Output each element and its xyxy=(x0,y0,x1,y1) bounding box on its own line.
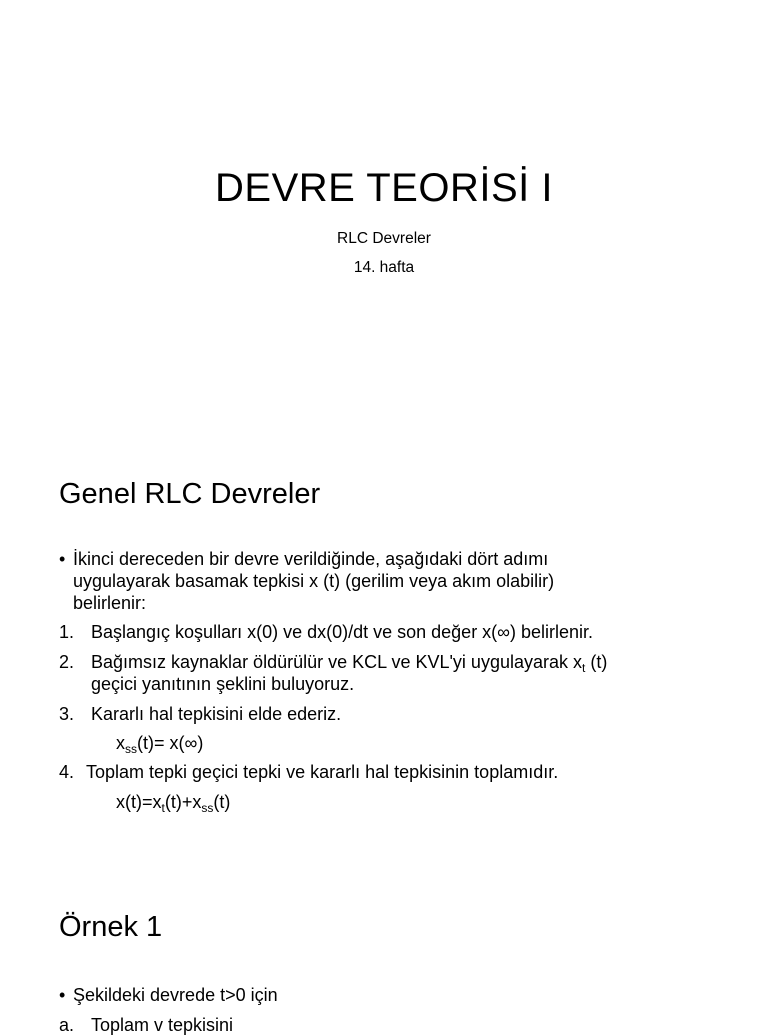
equation-total-response xyxy=(116,791,230,813)
step-2-subscript: t xyxy=(582,661,586,675)
step-2-text-pre: Bağımsız kaynaklar öldürülür ve KCL ve KVL'yi uygulayarak x xyxy=(91,652,582,672)
bullet-mark: • xyxy=(59,549,66,569)
subtitle-week: 14. hafta xyxy=(353,259,415,276)
item-number-2: 2. xyxy=(59,652,75,672)
eq2-part-b: (t)+x xyxy=(164,792,202,812)
subtitle-topic: RLC Devreler xyxy=(337,230,431,247)
eq2-subscript-2: ss xyxy=(201,801,214,815)
step-3-text: Kararlı hal tepkisini elde ederiz. xyxy=(91,704,342,724)
section-heading-ornek: Örnek 1 xyxy=(59,911,163,943)
item-number-3: 3. xyxy=(59,704,75,724)
step-1-text: Başlangıç koşulları x(0) ve dx(0)/dt ve son değer x(∞) belirlenir. xyxy=(91,622,594,642)
eq1-subscript: ss xyxy=(125,742,137,756)
ornek-item-a-text: Toplam v tepkisini xyxy=(91,1015,234,1035)
ornek-item-a-number: a. xyxy=(59,1015,75,1035)
intro-line-2: uygulayarak basamak tepkisi x (t) (gerilim veya akım olabilir) xyxy=(73,571,555,591)
eq2-part-c: (t) xyxy=(213,792,231,812)
ornek-bullet-text: Şekildeki devrede t>0 için xyxy=(73,985,278,1005)
section-heading-genel: Genel RLC Devreler xyxy=(59,478,321,510)
ornek-bullet-mark: • xyxy=(59,985,66,1005)
item-number-1: 1. xyxy=(59,622,75,642)
intro-line-3: belirlenir: xyxy=(73,593,147,613)
main-title: DEVRE TEORİSİ I xyxy=(215,166,553,210)
step-2-line-1 xyxy=(91,651,607,673)
step-2-line-2: geçici yanıtının şeklini buluyoruz. xyxy=(91,674,355,694)
eq1-pre: x xyxy=(116,733,125,753)
step-4-text: Toplam tepki geçici tepki ve kararlı hal tepkisinin toplamıdır. xyxy=(86,762,559,782)
eq1-post: (t)= x(∞) xyxy=(137,733,204,753)
equation-steady-state xyxy=(116,732,203,754)
intro-line-1: İkinci dereceden bir devre verildiğinde, aşağıdaki dört adımı xyxy=(73,549,549,569)
eq2-part-a: x(t)=x xyxy=(116,792,162,812)
title-slide xyxy=(0,0,768,440)
item-number-4: 4. xyxy=(59,762,75,782)
step-2-text-post: (t) xyxy=(585,652,608,672)
eq2-subscript-1: t xyxy=(161,801,165,815)
